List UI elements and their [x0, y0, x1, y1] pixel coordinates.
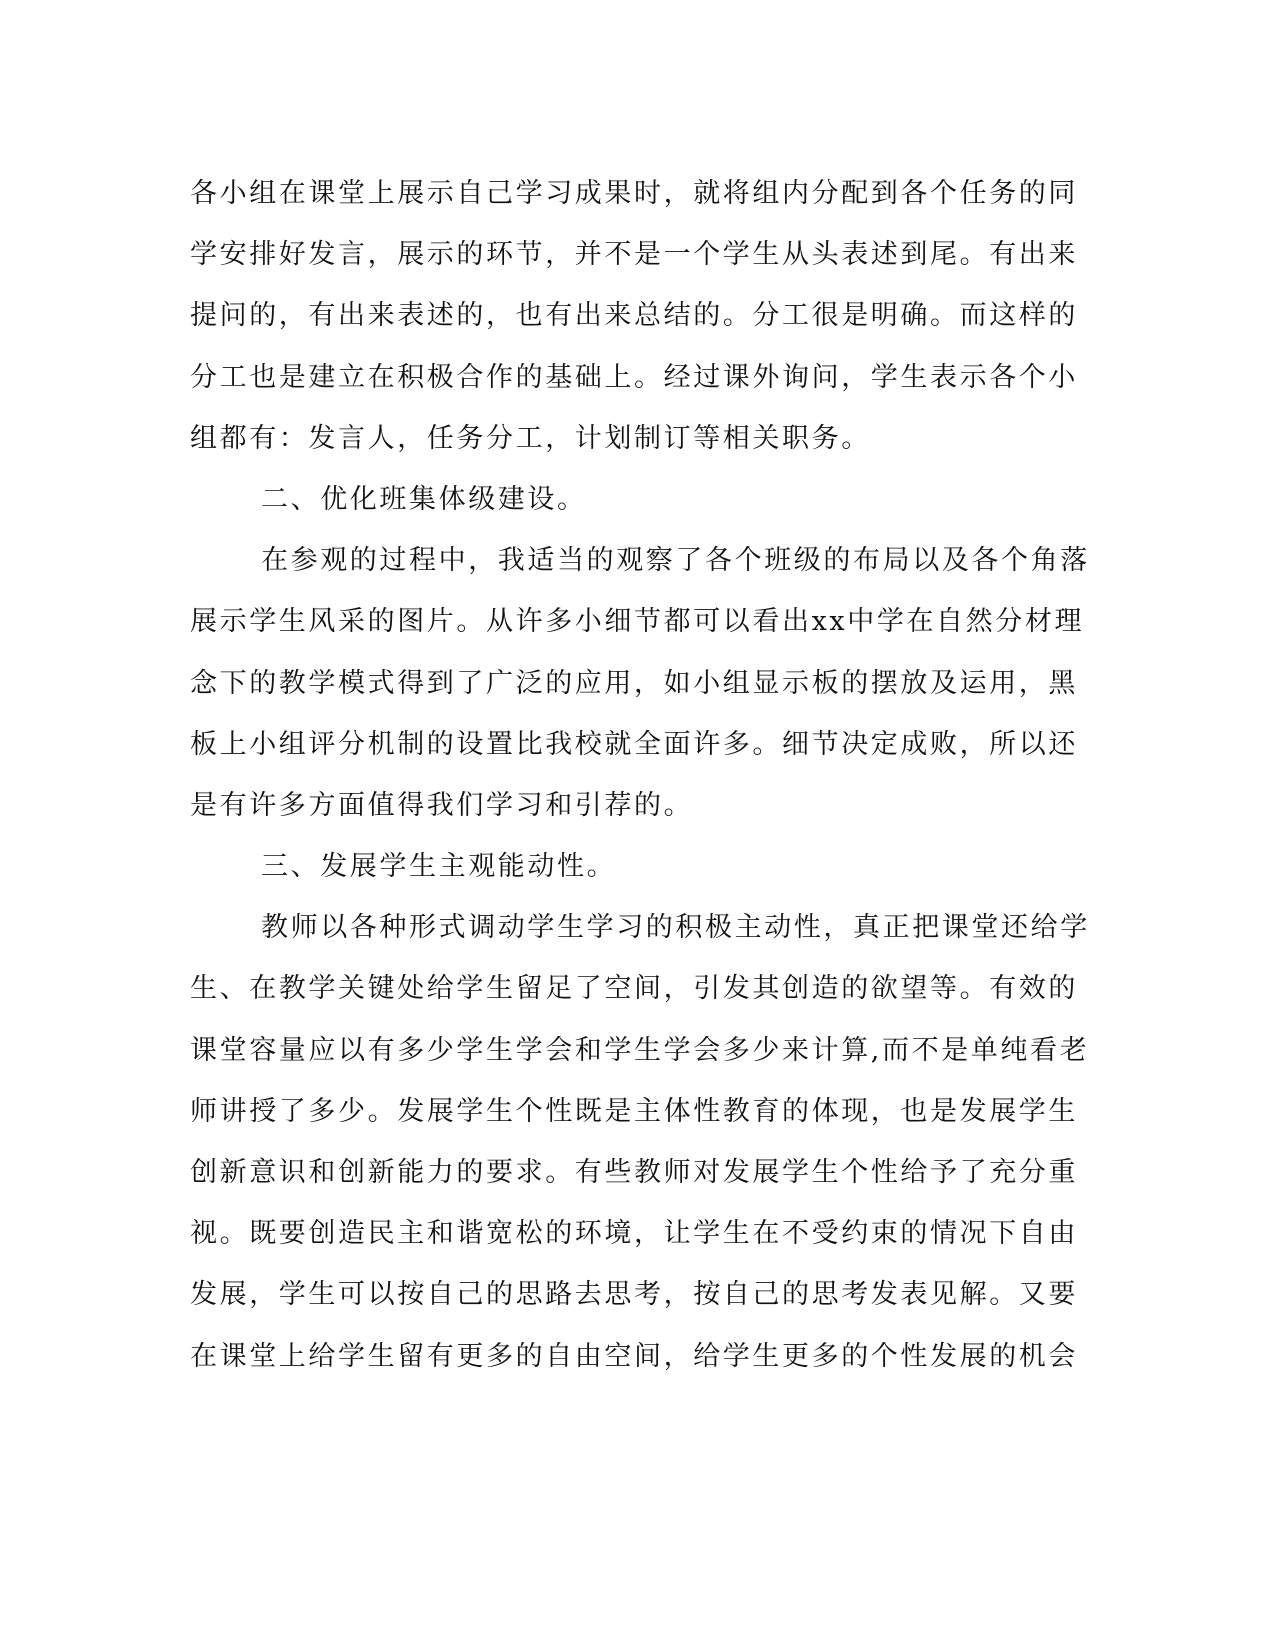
text-line: 学安排好发言，展示的环节，并不是一个学生从头表述到尾。有出来 — [190, 239, 1078, 271]
section-heading: 三、发展学生主观能动性。 — [261, 851, 617, 883]
section-heading: 二、优化班集体级建设。 — [261, 483, 587, 515]
text-line: 生、在教学关键处给学生留足了空间，引发其创造的欲望等。有效的 — [190, 973, 1078, 1005]
paragraph-first-line: 教师以各种形式调动学生学习的积极主动性，真正把课堂还给学 — [261, 912, 1090, 944]
text-line: 板上小组评分机制的设置比我校就全面许多。细节决定成败，所以还 — [190, 728, 1078, 760]
text-line: 念下的教学模式得到了广泛的应用，如小组显示板的摆放及运用，黑 — [190, 667, 1078, 699]
paragraph-first-line: 在参观的过程中，我适当的观察了各个班级的布局以及各个角落 — [261, 545, 1090, 577]
text-line: 师讲授了多少。发展学生个性既是主体性教育的体现，也是发展学生 — [190, 1095, 1078, 1127]
document-body — [190, 163, 1090, 1387]
text-line: 展示学生风采的图片。从许多小细节都可以看出xx中学在自然分材理 — [190, 606, 1085, 638]
text-line: 各小组在课堂上展示自己学习成果时，就将组内分配到各个任务的同 — [190, 178, 1078, 209]
text-line: 是有许多方面值得我们学习和引荐的。 — [190, 789, 694, 821]
text-line: 分工也是建立在积极合作的基础上。经过课外询问，学生表示各个小 — [190, 361, 1078, 393]
text-line: 视。既要创造民主和谐宽松的环境，让学生在不受约束的情况下自由 — [190, 1218, 1078, 1250]
text-line: 在课堂上给学生留有更多的自由空间，给学生更多的个性发展的机会 — [190, 1340, 1078, 1372]
text-line: 提问的，有出来表述的，也有出来总结的。分工很是明确。而这样的 — [190, 300, 1078, 332]
text-line: 组都有：发言人，任务分工，计划制订等相关职务。 — [190, 422, 871, 454]
text-line: 课堂容量应以有多少学生学会和学生学会多少来计算,而不是单纯看老 — [190, 1034, 1090, 1066]
text-line: 发展，学生可以按自己的思路去思考，按自己的思考发表见解。又要 — [190, 1279, 1078, 1311]
text-line: 创新意识和创新能力的要求。有些教师对发展学生个性给予了充分重 — [190, 1157, 1078, 1188]
